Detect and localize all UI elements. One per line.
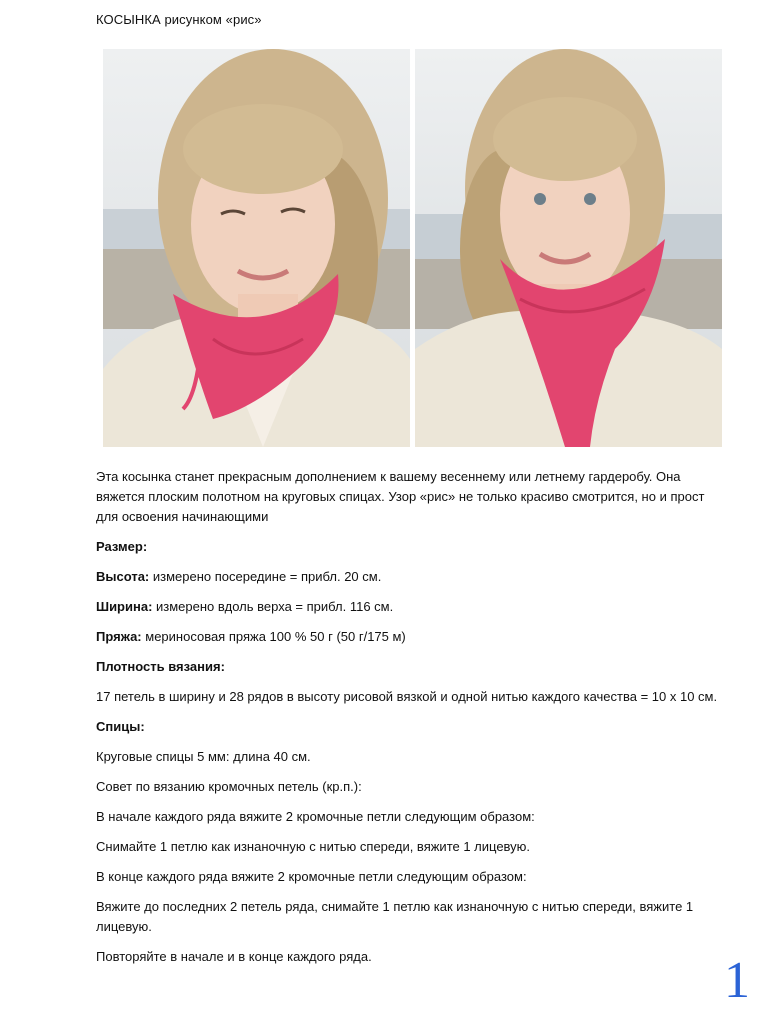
height-value: измерено посередине = прибл. 20 см. bbox=[149, 569, 382, 584]
width-line bbox=[96, 597, 730, 617]
tip-line-2: Снимайте 1 петлю как изнаночную с нитью спереди, вяжите 1 лицевую. bbox=[96, 839, 531, 854]
document-title: КОСЫНКА рисунком «рис» bbox=[96, 12, 262, 27]
width-label: Ширина: bbox=[96, 599, 153, 614]
height-label: Высота: bbox=[96, 569, 150, 584]
photo-woman-pink-scarf-looking-down bbox=[103, 49, 410, 447]
height-line bbox=[96, 567, 730, 587]
tip-line-5: Повторяйте в начале и в конце каждого ряда. bbox=[96, 949, 372, 964]
yarn-line bbox=[96, 627, 730, 647]
needles-heading: Спицы: bbox=[96, 719, 145, 734]
tip-heading: Совет по вязанию кромочных петель (кр.п.): bbox=[96, 779, 362, 794]
tip-line-3: В конце каждого ряда вяжите 2 кромочные петли следующим образом: bbox=[96, 869, 527, 884]
width-value: измерено вдоль верха = прибл. 116 см. bbox=[152, 599, 394, 614]
yarn-value: мериносовая пряжа 100 % 50 г (50 г/175 м) bbox=[141, 629, 406, 644]
page-number: 1 bbox=[724, 952, 750, 1009]
document-body bbox=[96, 467, 730, 967]
intro-paragraph: Эта косынка станет прекрасным дополнением к вашему весеннему или летнему гардеробу. Она вяжется плоским полотном на круговых спицах. Узор «рис» не только красиво смотрится, но и прост для освоения начинающими bbox=[96, 469, 705, 524]
needles-text: Круговые спицы 5 мм: длина 40 см. bbox=[96, 749, 311, 764]
gauge-text: 17 петель в ширину и 28 рядов в высоту рисовой вязкой и одной нитью каждого качества = 10 х 10 см. bbox=[96, 689, 718, 704]
tip-line-4: Вяжите до последних 2 петель ряда, снимайте 1 петлю как изнаночную с нитью спереди, вяжите 1 лицевую. bbox=[96, 899, 694, 934]
gauge-heading: Плотность вязания: bbox=[96, 659, 225, 674]
yarn-label: Пряжа: bbox=[96, 629, 142, 644]
photo-woman-pink-scarf-smiling bbox=[415, 49, 722, 447]
size-heading: Размер: bbox=[96, 539, 148, 554]
tip-line-1: В начале каждого ряда вяжите 2 кромочные петли следующим образом: bbox=[96, 809, 535, 824]
